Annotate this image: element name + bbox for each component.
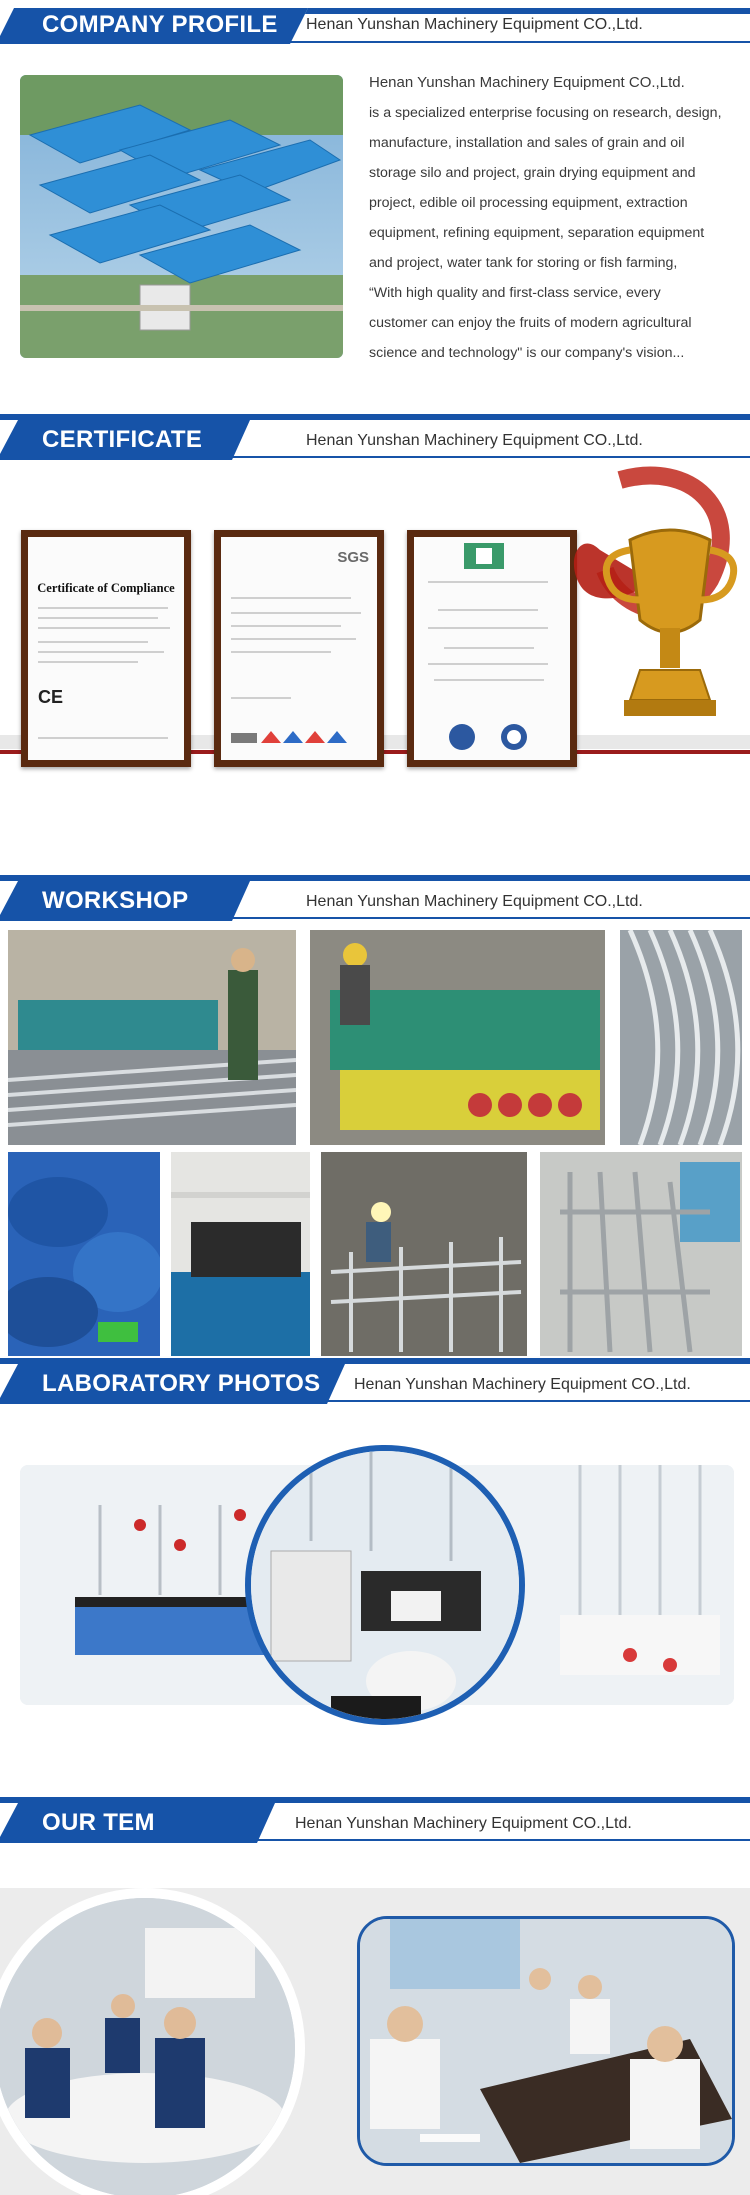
workshop-photo-frames bbox=[540, 1152, 742, 1356]
section-title: WORKSHOP bbox=[42, 887, 189, 914]
profile-line: and project, water tank for storing or fish farming, bbox=[369, 255, 678, 271]
workshop-photo-corrugated-sheets bbox=[620, 930, 742, 1145]
profile-line: customer can enjoy the fruits of modern agricultural bbox=[369, 315, 692, 331]
profile-line: science and technology" is our company's vision... bbox=[369, 345, 685, 361]
profile-line: project, edible oil processing equipment, extraction bbox=[369, 195, 688, 211]
sgs-logo: SGS bbox=[337, 549, 369, 566]
section-header-team bbox=[0, 1797, 750, 1847]
workshop-photo-sewing-station bbox=[171, 1152, 310, 1356]
workshop-photo-blue-tarps bbox=[8, 1152, 160, 1356]
certificate-title: Certificate of Compliance bbox=[37, 581, 175, 595]
section-title: CERTIFICATE bbox=[42, 426, 203, 453]
company-name-label: Henan Yunshan Machinery Equipment CO.,Ltd. bbox=[295, 1815, 632, 1832]
section-title: COMPANY PROFILE bbox=[42, 11, 278, 38]
profile-line: equipment, refining equipment, separation equipment bbox=[369, 225, 705, 241]
team-meeting-photo bbox=[357, 1916, 735, 2166]
workshop-photo-roll-forming bbox=[8, 930, 296, 1145]
certificate-sgs bbox=[214, 530, 384, 767]
section-header-certificate bbox=[0, 414, 750, 464]
certificate-compliance bbox=[21, 530, 191, 767]
profile-line: storage silo and project, grain drying equipment and bbox=[369, 165, 696, 181]
ce-mark-icon: CE bbox=[38, 687, 64, 707]
certificate-iso bbox=[407, 530, 577, 767]
company-name-label: Henan Yunshan Machinery Equipment CO.,Ltd. bbox=[306, 432, 643, 449]
company-name-label: Henan Yunshan Machinery Equipment CO.,Ltd. bbox=[354, 1376, 691, 1393]
section-header-workshop bbox=[0, 875, 750, 925]
company-name-label: Henan Yunshan Machinery Equipment CO.,Ltd. bbox=[306, 893, 643, 910]
laboratory-photo-circle bbox=[245, 1445, 525, 1725]
section-header-profile bbox=[0, 8, 750, 58]
trophy-icon bbox=[560, 460, 750, 760]
profile-line: is a specialized enterprise focusing on research, design, bbox=[369, 105, 722, 121]
factory-aerial-photo bbox=[20, 75, 343, 358]
profile-line: Henan Yunshan Machinery Equipment CO.,Ltd. bbox=[369, 74, 685, 91]
profile-line: manufacture, installation and sales of grain and oil bbox=[369, 135, 685, 151]
workshop-photo-production-line bbox=[310, 930, 605, 1145]
company-name-label: Henan Yunshan Machinery Equipment CO.,Ltd. bbox=[306, 16, 643, 33]
section-title: LABORATORY PHOTOS bbox=[42, 1370, 321, 1397]
section-title: OUR TEM bbox=[42, 1809, 155, 1836]
profile-line: “With high quality and first-class service, every bbox=[369, 285, 661, 301]
section-header-laboratory bbox=[0, 1358, 750, 1408]
company-profile-text bbox=[369, 68, 741, 368]
workshop-photo-welding bbox=[321, 1152, 527, 1356]
